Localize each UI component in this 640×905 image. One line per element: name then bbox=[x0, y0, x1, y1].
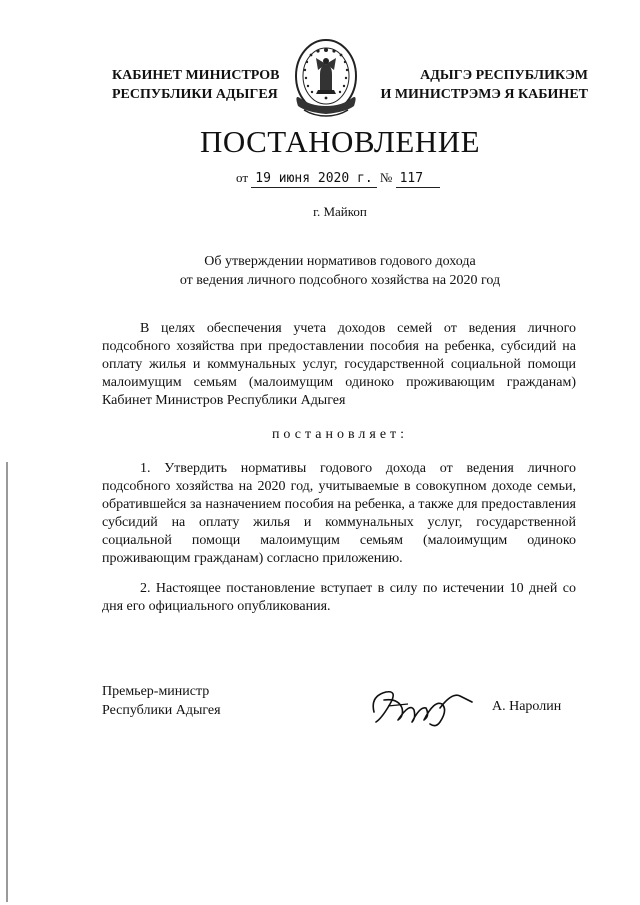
item-1-text: 1. Утвердить нормативы годового дохода от ведения личного подсобного хозяйства на 2020 год, учитываемые в совокупном доходе семьи, обратившейся за назначением пособия на ребенка, а также для предоставления субсидий на оплату жилья и коммунальных услуг, государственной социальной помощи малоимущим семьям (малоимущим одиноко проживающим гражданам) согласно приложению. bbox=[102, 461, 576, 566]
subject-line2: от ведения личного подсобного хозяйства на 2020 год bbox=[179, 273, 501, 288]
margin-line bbox=[6, 462, 8, 902]
signatory-position bbox=[102, 682, 221, 720]
document-title: ПОСТАНОВЛЕНИЕ bbox=[199, 124, 481, 159]
republic-coat-of-arms-icon bbox=[290, 36, 362, 120]
header-left-line1: КАБИНЕТ МИНИСТРОВ bbox=[112, 68, 280, 83]
city: г. Майкоп bbox=[313, 204, 367, 219]
position-line2: Республики Адыгея bbox=[102, 703, 221, 718]
preamble-paragraph bbox=[102, 320, 576, 410]
date-prefix: от bbox=[236, 170, 249, 185]
item-1-paragraph bbox=[102, 460, 576, 568]
header-right-org bbox=[372, 66, 588, 104]
subject-line1: Об утверждении нормативов годового дохода bbox=[204, 254, 476, 269]
header-right-line1: АДЫГЭ РЕСПУБЛИКЭМ bbox=[420, 68, 588, 83]
document-date: 19 июня 2020 г. bbox=[251, 171, 376, 188]
item-2-paragraph bbox=[102, 580, 576, 616]
item-2-text: 2. Настоящее постановление вступает в силу по истечении 10 дней со дня его официального опубликования. bbox=[102, 581, 576, 614]
signatory-name: А. Наролин bbox=[492, 699, 562, 714]
document-number: 117 bbox=[396, 171, 440, 188]
header-left-org bbox=[112, 66, 280, 104]
document-subject bbox=[0, 252, 640, 290]
decree-word: постановляет: bbox=[271, 427, 409, 442]
preamble-text: В целях обеспечения учета доходов семей от ведения личного подсобного хозяйства при предоставлении пособия на ребенка, субсидий на оплату жилья и коммунальных услуг, государственной социальной помощи малоимущим семьям (малоимущим одиноко проживающим гражданам) Кабинет Министров Республики Адыгея bbox=[102, 321, 576, 408]
date-number-line bbox=[236, 170, 440, 188]
handwritten-signature-icon bbox=[368, 682, 478, 730]
position-line1: Премьер-министр bbox=[102, 684, 210, 699]
number-sign: № bbox=[379, 170, 393, 185]
header-right-line2: И МИНИСТРЭМЭ Я КАБИНЕТ bbox=[380, 87, 588, 102]
header-left-line2: РЕСПУБЛИКИ АДЫГЕЯ bbox=[112, 87, 278, 102]
